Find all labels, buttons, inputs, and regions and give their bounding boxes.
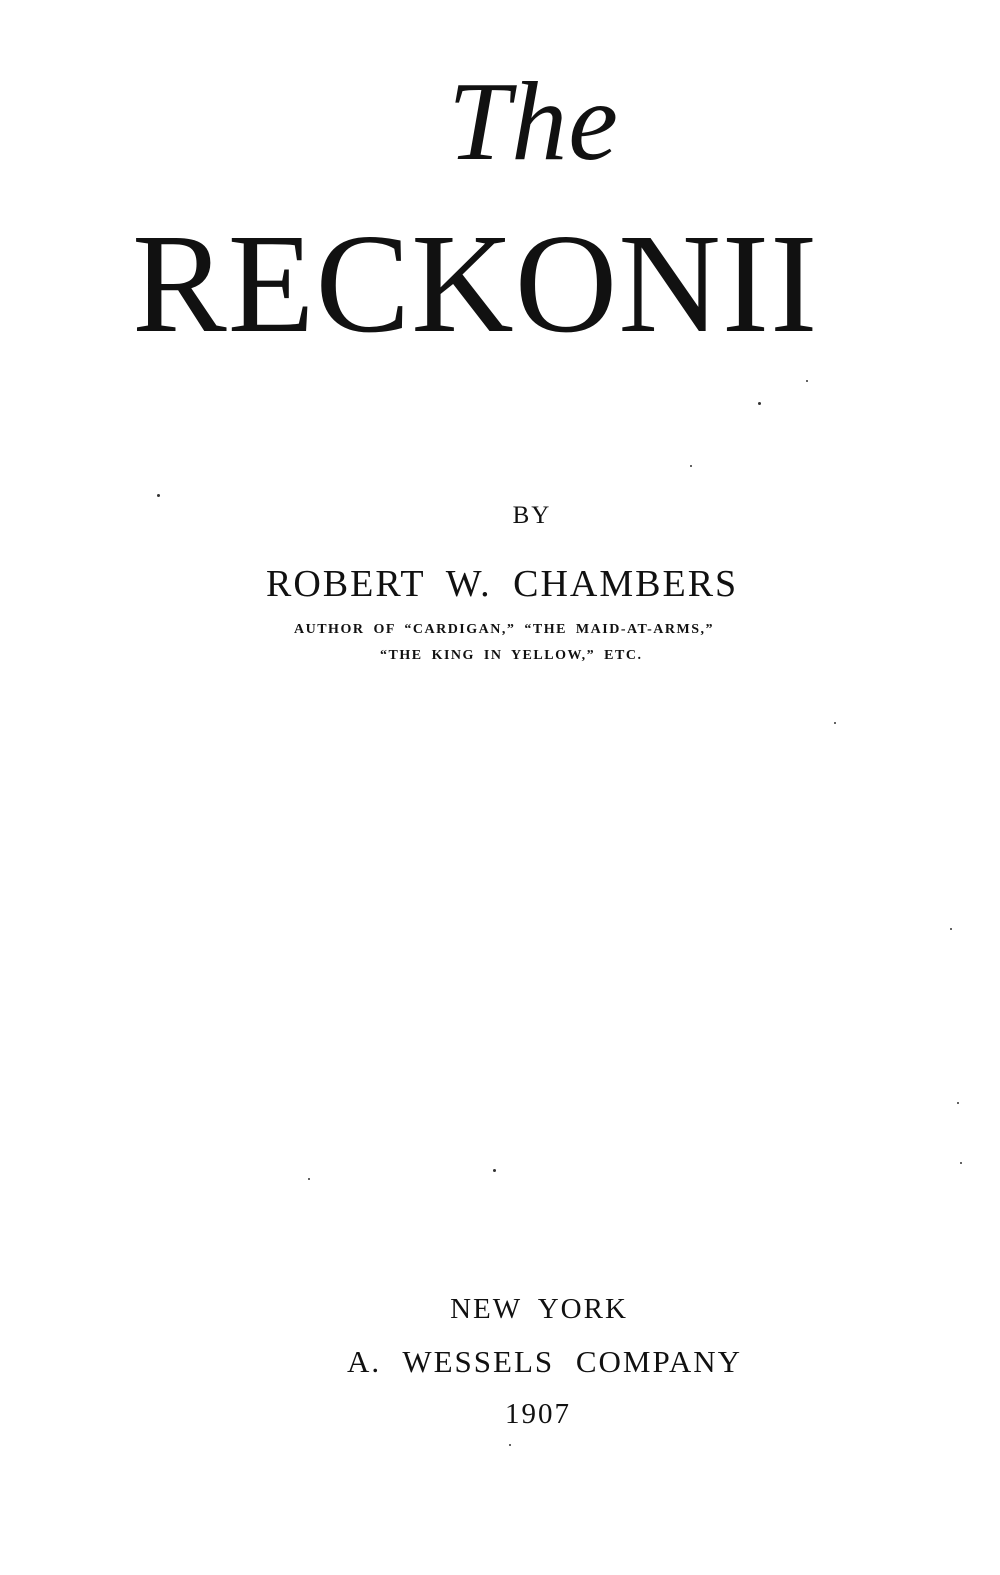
book-title: RECKONII <box>132 204 819 362</box>
by-line: BY <box>512 502 552 529</box>
author-name: ROBERT W. CHAMBERS <box>266 563 739 605</box>
scan-speck <box>758 402 761 405</box>
scan-speck <box>957 1102 959 1104</box>
scan-speck <box>157 494 160 497</box>
scan-speck <box>308 1178 310 1180</box>
title-article: The <box>448 60 619 184</box>
scan-speck <box>834 722 836 724</box>
scan-speck <box>509 1444 511 1446</box>
scan-speck <box>960 1162 962 1164</box>
publication-city: NEW YORK <box>450 1293 628 1325</box>
other-works-line-1: AUTHOR OF “CARDIGAN,” “THE MAID-AT-ARMS,” <box>294 622 714 637</box>
scan-speck <box>690 465 692 467</box>
scan-speck <box>950 928 952 930</box>
scan-speck <box>806 380 808 382</box>
scan-speck <box>493 1169 496 1172</box>
other-works-line-2: “THE KING IN YELLOW,” ETC. <box>380 648 643 663</box>
publication-year: 1907 <box>505 1398 571 1430</box>
publisher-name: A. WESSELS COMPANY <box>347 1344 743 1379</box>
